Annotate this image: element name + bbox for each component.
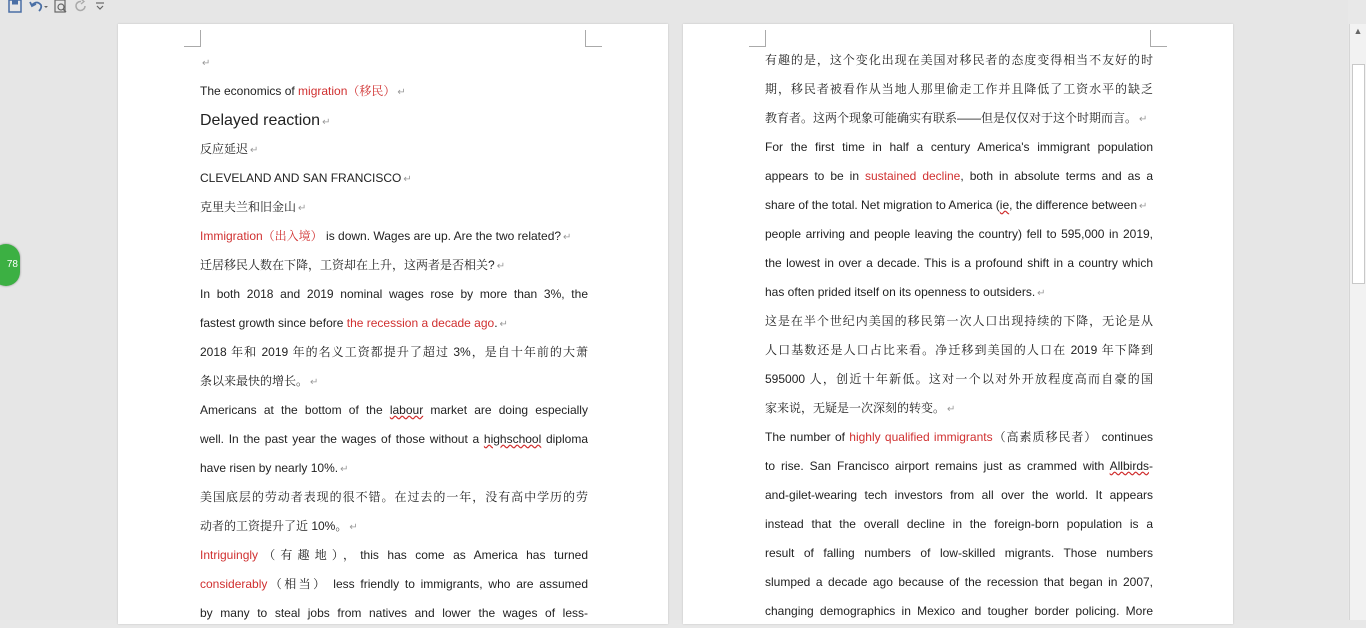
paragraph-mark-icon: ↵	[1139, 114, 1148, 125]
text-run: result of falling numbers of low-skilled migrants. Those numbers	[765, 546, 1153, 560]
text-run: the lowest in over a decade. This is a profound shift in a country which	[765, 256, 1153, 270]
text-line[interactable]	[765, 394, 1153, 423]
text-run: changing demographics in Mexico and tougher border policing. More	[765, 604, 1153, 618]
text-line[interactable]	[765, 336, 1153, 365]
text-run: share of the total. Net migration to America (	[765, 198, 1000, 212]
text-run: Americans at the bottom of the	[200, 403, 390, 417]
paragraph-mark-icon: ↵	[1139, 201, 1148, 212]
paragraph-mark-icon: ↵	[202, 58, 211, 69]
paragraph-mark-icon: ↵	[340, 464, 349, 475]
text-run: （相当） less friendly to immigrants, who are assumed	[267, 577, 588, 591]
text-run: has often prided itself on its openness to outsiders.	[765, 285, 1036, 299]
text-run: 期，移民者被看作从当地人那里偷走工作并且降低了工资水平的缺乏	[765, 82, 1153, 96]
text-run: is down. Wages are up. Are the two related?	[322, 229, 562, 243]
page-body-text[interactable]	[200, 48, 588, 628]
text-run: 有趣的是，这个变化出现在美国对移民者的态度变得相当不友好的时	[765, 53, 1153, 67]
text-run: the recession a decade ago	[346, 316, 495, 330]
document-page-right[interactable]	[683, 24, 1233, 624]
paragraph-mark-icon: ↵	[349, 522, 358, 533]
text-line[interactable]	[765, 481, 1153, 510]
text-run: considerably	[200, 577, 268, 591]
redo-icon[interactable]	[74, 0, 88, 17]
page-body-text[interactable]	[765, 46, 1153, 626]
text-run: The economics of	[200, 84, 299, 98]
text-line[interactable]	[200, 512, 588, 541]
text-run: 克里夫兰和旧金山	[200, 200, 297, 214]
text-line[interactable]	[200, 541, 588, 570]
text-line[interactable]	[765, 278, 1153, 307]
text-run: , the difference between	[1009, 198, 1137, 212]
text-run: diploma	[541, 432, 588, 446]
text-run: sustained decline	[864, 169, 961, 183]
text-line[interactable]	[765, 423, 1153, 452]
paragraph-mark-icon: ↵	[310, 377, 319, 388]
text-line[interactable]	[200, 280, 588, 309]
text-line[interactable]	[765, 220, 1153, 249]
text-run: 家来说，无疑是一次深刻的转变。	[765, 401, 946, 415]
text-line[interactable]	[200, 483, 588, 512]
text-line[interactable]	[765, 452, 1153, 481]
text-run: 美国底层的劳动者表现的很不错。在过去的一年，没有高中学历的劳	[200, 490, 588, 504]
text-run: and-gilet-wearing tech investors from all over the world. It appears	[765, 488, 1153, 502]
text-run: （有趣地），this has come as America has turned	[258, 548, 588, 562]
text-run: For the first time in half a century America's immigrant population	[765, 140, 1153, 154]
text-line[interactable]	[765, 597, 1153, 626]
save-icon[interactable]	[8, 0, 22, 17]
text-line[interactable]	[765, 365, 1153, 394]
text-run: people arriving and people leaving the country) fell to 595,000 in 2019,	[765, 227, 1153, 241]
text-line[interactable]	[200, 367, 588, 396]
text-line[interactable]	[765, 539, 1153, 568]
text-run: highschool	[483, 432, 542, 446]
paragraph-mark-icon: ↵	[496, 261, 506, 272]
text-run: .	[494, 316, 498, 330]
text-line[interactable]	[200, 396, 588, 425]
text-line[interactable]	[765, 568, 1153, 597]
floating-badge[interactable]: 78	[0, 244, 20, 286]
print-preview-icon[interactable]	[54, 0, 68, 17]
text-run: highly qualified immigrants	[849, 430, 993, 444]
paragraph-mark-icon: ↵	[403, 174, 412, 185]
text-run: well. In the past year the wages of those without a	[200, 432, 484, 446]
text-line[interactable]	[765, 104, 1153, 133]
text-run: appears to be in	[765, 169, 865, 183]
text-line[interactable]	[200, 222, 588, 251]
document-page-left[interactable]	[118, 24, 668, 624]
margin-corner-mark	[585, 30, 602, 47]
customize-toolbar-icon[interactable]	[94, 0, 106, 17]
text-line[interactable]	[200, 570, 588, 599]
text-line[interactable]	[200, 338, 588, 367]
text-line[interactable]	[200, 106, 588, 135]
text-line[interactable]	[765, 249, 1153, 278]
text-run: 人口基数还是人口占比来看。净迁移到美国的人口在 2019 年下降到	[765, 343, 1153, 357]
paragraph-mark-icon: ↵	[563, 232, 572, 243]
paragraph-mark-icon: ↵	[397, 87, 406, 98]
text-run: 教育者。这两个现象可能确实有联系——但是仅仅对于这个时期而言。	[765, 111, 1138, 125]
text-line[interactable]	[200, 135, 588, 164]
text-run: to rise. San Francisco airport remains just as crammed with	[765, 459, 1110, 473]
text-run: CLEVELAND AND SAN FRANCISCO	[200, 171, 402, 185]
text-line[interactable]	[765, 510, 1153, 539]
text-run: In both 2018 and 2019 nominal wages rose by more than 3%, the	[200, 287, 588, 301]
text-run: 条以来最快的增长。	[200, 374, 309, 388]
text-line[interactable]	[200, 77, 588, 106]
text-run: have risen by nearly 10%.	[200, 461, 339, 475]
undo-icon[interactable]	[28, 0, 48, 17]
text-line[interactable]	[765, 307, 1153, 336]
text-line[interactable]	[200, 48, 588, 77]
text-run: ie	[999, 198, 1010, 212]
text-line[interactable]	[200, 193, 588, 222]
text-run: 2018 年和 2019 年的名义工资都提升了超过 3%，是自十年前的大萧	[200, 345, 588, 359]
text-run: Allbirds	[1109, 459, 1149, 473]
text-line[interactable]	[200, 599, 588, 628]
paragraph-mark-icon: ↵	[947, 404, 956, 415]
text-line[interactable]	[200, 425, 588, 454]
text-line[interactable]	[200, 164, 588, 193]
text-run: Delayed reaction	[200, 112, 321, 129]
text-run: fastest growth since before	[200, 316, 347, 330]
text-line[interactable]	[765, 162, 1153, 191]
text-line[interactable]	[765, 133, 1153, 162]
text-run: -	[1149, 459, 1153, 473]
text-run: by many to steal jobs from natives and lower the wages of less-	[200, 606, 588, 620]
paragraph-mark-icon: ↵	[1037, 288, 1046, 299]
text-run: 迁居移民人数在下降，工资却在上升，这两者是否相关?	[200, 258, 495, 272]
text-run: market are doing especially	[423, 403, 588, 417]
text-run: instead that the overall decline in the foreign-born population is a	[765, 517, 1153, 531]
text-line[interactable]	[765, 191, 1153, 220]
text-run: Immigration（出入境）	[200, 229, 323, 243]
vertical-scrollbar[interactable]	[1349, 24, 1366, 620]
text-run: （高素质移民者） continues	[992, 430, 1153, 444]
text-run: migration（移民）	[298, 84, 396, 98]
paragraph-mark-icon: ↵	[322, 117, 331, 128]
text-line[interactable]	[200, 454, 588, 483]
text-run: Intriguingly	[200, 548, 259, 562]
paragraph-mark-icon: ↵	[250, 145, 259, 156]
text-line[interactable]	[200, 309, 588, 338]
margin-corner-mark	[749, 30, 766, 47]
text-line[interactable]	[765, 75, 1153, 104]
quick-access-toolbar	[0, 0, 106, 16]
margin-corner-mark	[184, 30, 201, 47]
paragraph-mark-icon: ↵	[499, 319, 508, 330]
text-run: 595000 人，创近十年新低。这对一个以对外开放程度高而自豪的国	[765, 372, 1153, 386]
margin-corner-mark	[1150, 30, 1167, 47]
scrollbar-thumb[interactable]	[1352, 64, 1365, 284]
text-line[interactable]	[200, 251, 588, 280]
text-run: labour	[389, 403, 424, 417]
text-run: 这是在半个世纪内美国的移民第一次人口出现持续的下降，无论是从	[765, 314, 1153, 328]
text-run: 反应延迟	[200, 142, 249, 156]
text-run: The number of	[765, 430, 850, 444]
paragraph-mark-icon: ↵	[298, 203, 307, 214]
text-run: slumped a decade ago because of the recession that began in 2007,	[765, 575, 1153, 589]
text-line[interactable]	[765, 46, 1153, 75]
text-run: 动者的工资提升了近 10%。	[200, 519, 348, 533]
scroll-up-arrow-icon[interactable]: ▲	[1353, 26, 1363, 36]
text-run: , both in absolute terms and as a	[960, 169, 1153, 183]
